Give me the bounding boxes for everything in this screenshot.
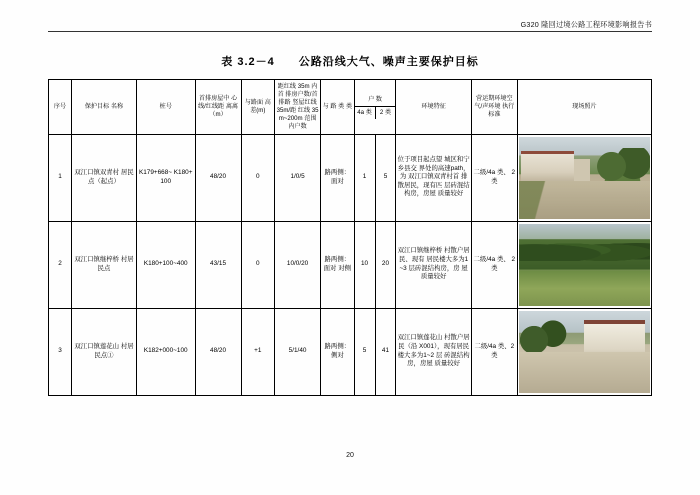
header-households-group bbox=[354, 80, 396, 135]
cell-scale: 5/1/40 bbox=[275, 308, 321, 395]
cell-name: 双江口镇莲花山 村居民点① bbox=[72, 308, 137, 395]
page-header bbox=[48, 20, 652, 35]
header-no: 序号 bbox=[49, 80, 72, 135]
table-row bbox=[49, 134, 652, 221]
running-title: G320 隆回过境公路工程环境影响报告书 bbox=[520, 20, 652, 29]
cell-households-4a: 5 bbox=[354, 308, 375, 395]
protection-targets-table bbox=[48, 79, 652, 396]
site-photo-3 bbox=[519, 311, 650, 393]
cell-distance: 43/15 bbox=[195, 221, 241, 308]
cell-households-4a: 10 bbox=[354, 221, 375, 308]
cell-road-type: 路两侧： 面对 bbox=[321, 134, 354, 221]
cell-distance: 48/20 bbox=[195, 134, 241, 221]
cell-households-2: 5 bbox=[375, 134, 396, 221]
header-feature: 环境特征 bbox=[396, 80, 471, 135]
cell-stake: K180+100~400 bbox=[136, 221, 195, 308]
cell-road-type: 路两侧： 侧对 bbox=[321, 308, 354, 395]
cell-road-type: 路两侧： 面对 对侧 bbox=[321, 221, 354, 308]
cell-households-4a: 1 bbox=[354, 134, 375, 221]
cell-standard: 二级/4a 类、 2 类 bbox=[471, 134, 517, 221]
cell-photo bbox=[517, 134, 651, 221]
page-number: 20 bbox=[346, 452, 354, 459]
table-header-row bbox=[49, 80, 652, 135]
header-households-4a: 4a 类 bbox=[355, 107, 376, 119]
cell-scale: 10/0/20 bbox=[275, 221, 321, 308]
cell-stake: K179+668~ K180+100 bbox=[136, 134, 195, 221]
cell-photo bbox=[517, 221, 651, 308]
cell-height: 0 bbox=[241, 134, 274, 221]
header-households-2: 2 类 bbox=[379, 109, 392, 117]
cell-standard: 二级/4a 类、2 类 bbox=[471, 308, 517, 395]
cell-households-2: 20 bbox=[375, 221, 396, 308]
cell-distance: 48/20 bbox=[195, 308, 241, 395]
cell-feature: 双江口镇莲花山 村散户居民（沿 X001），现有居民 楼大多为1~2 层 砖混结构房，房屋 质量较好 bbox=[396, 308, 471, 395]
cell-no: 3 bbox=[49, 308, 72, 395]
header-scale: 距红线 35m 内首 排房户数/首排路 竖屋红线 35m/距 红线 35m~200m 范围内户数 bbox=[275, 80, 321, 135]
header-stake: 桩号 bbox=[136, 80, 195, 135]
site-photo-1 bbox=[519, 137, 650, 219]
header-height: 与路面 高差(m) bbox=[241, 80, 274, 135]
header-households-label: 户 数 bbox=[355, 94, 396, 107]
header-distance: 首排房屋中 心线/红线距 离离（m） bbox=[195, 80, 241, 135]
cell-standard: 二级/4a 类、 2 类 bbox=[471, 221, 517, 308]
cell-height: 0 bbox=[241, 221, 274, 308]
table-row bbox=[49, 308, 652, 395]
header-road-type: 与 路 类 类 bbox=[321, 80, 354, 135]
cell-feature: 双江口镇继梓桥 村散户居民、现有 居民楼大多为1~3 层砖混结构房，房 屋质量较好 bbox=[396, 221, 471, 308]
header-rule bbox=[48, 31, 652, 32]
cell-height: +1 bbox=[241, 308, 274, 395]
cell-no: 1 bbox=[49, 134, 72, 221]
page-content bbox=[48, 20, 652, 475]
header-photo: 现场照片 bbox=[517, 80, 651, 135]
cell-households-2: 41 bbox=[375, 308, 396, 395]
cell-stake: K182+000~100 bbox=[136, 308, 195, 395]
site-photo-2 bbox=[519, 224, 650, 306]
cell-name: 双江口镇双青村 居民点（起点） bbox=[72, 134, 137, 221]
table-caption: 表 3.2－4 公路沿线大气、噪声主要保护目标 bbox=[221, 56, 479, 68]
header-standard: 营运期环境空 气/声环境 执行标准 bbox=[471, 80, 517, 135]
cell-name: 双江口镇继梓桥 村居民点 bbox=[72, 221, 137, 308]
cell-no: 2 bbox=[49, 221, 72, 308]
cell-photo bbox=[517, 308, 651, 395]
cell-scale: 1/0/5 bbox=[275, 134, 321, 221]
header-name: 保护目标 名称 bbox=[72, 80, 137, 135]
cell-feature: 位于项目起点望 城区和宁乡县交 界处的高速path，为 双江口镇双青村首 排散居民，现有匹 层砖混结构房，房屋 质量较好 bbox=[396, 134, 471, 221]
table-row bbox=[49, 221, 652, 308]
